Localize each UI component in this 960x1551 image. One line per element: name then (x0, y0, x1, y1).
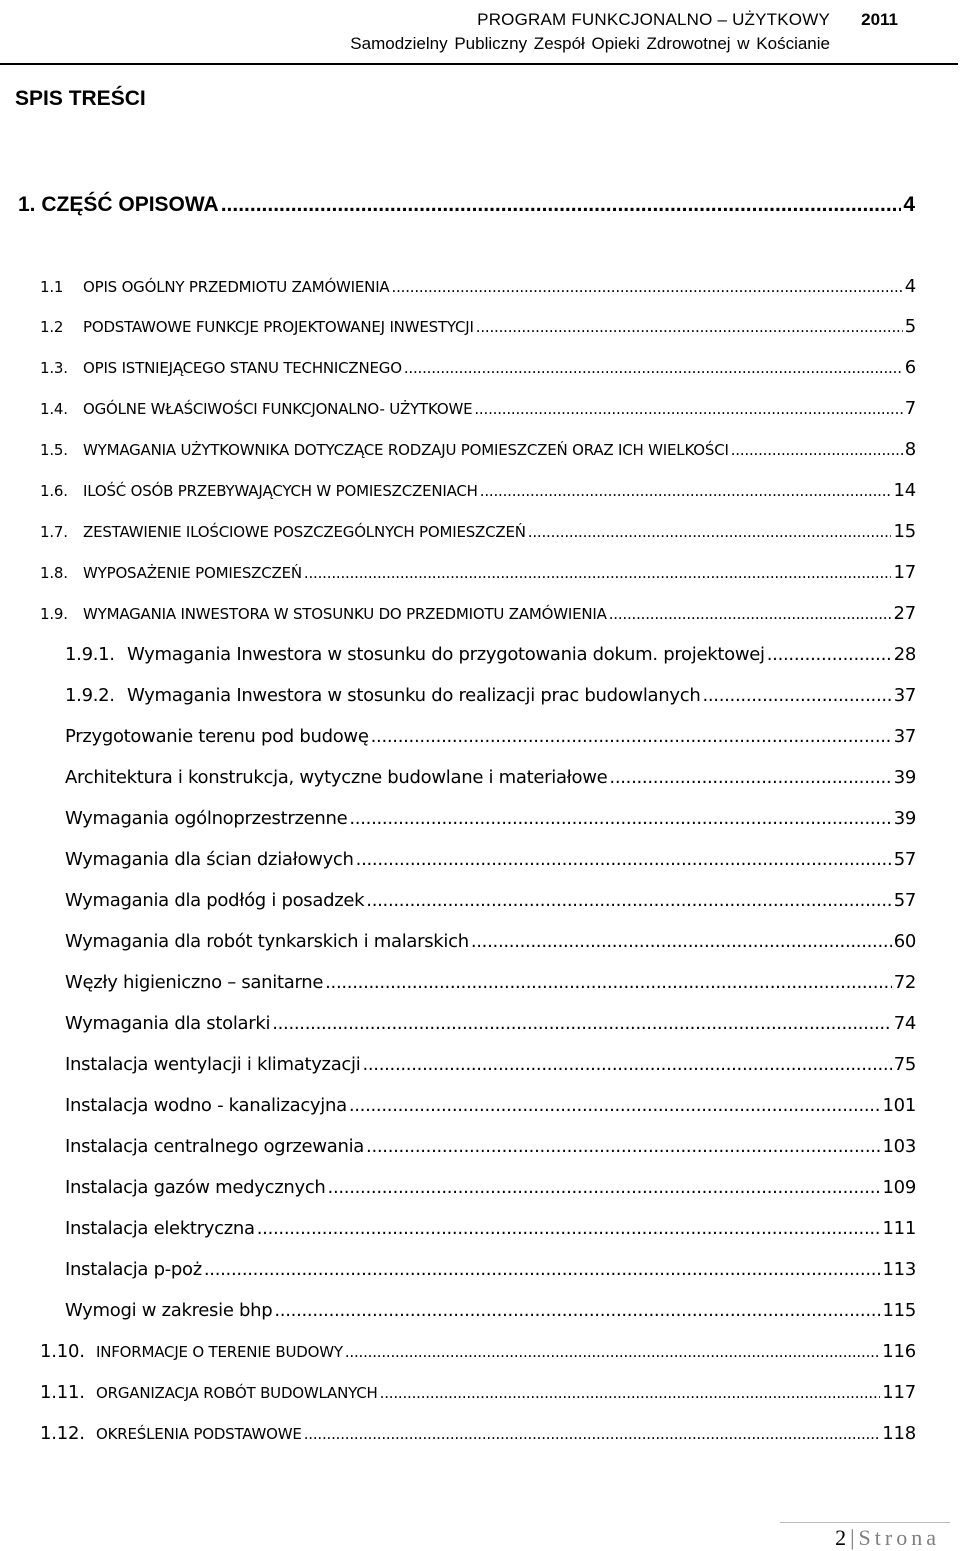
toc-entry-leader (366, 890, 891, 911)
toc-entry[interactable] (65, 1300, 916, 1321)
toc-entry-label: OPIS ISTNIEJĄCEGO STANU TECHNICZNEGO (83, 359, 402, 377)
toc-entry-page: 57 (893, 890, 916, 911)
toc-entry-leader (257, 1218, 881, 1239)
toc-entry-page: 118 (882, 1423, 916, 1444)
toc-entry[interactable] (65, 1054, 916, 1075)
toc-entry-page: 109 (882, 1177, 916, 1198)
header-organization: Samodzielny Publiczny Zespół Opieki Zdrowotnej w Kościanie (350, 34, 830, 53)
toc-entry[interactable] (40, 1341, 916, 1362)
toc-entry[interactable] (40, 398, 916, 419)
toc-entry-label: OGÓLNE WŁAŚCIWOŚCI FUNKCJONALNO- UŻYTKOWE (83, 400, 473, 418)
toc-entry[interactable] (65, 1177, 916, 1198)
toc-entry[interactable] (65, 685, 916, 706)
toc-entry-leader (304, 1425, 881, 1443)
toc-entry-label: Instalacja wentylacji i klimatyzacji (65, 1054, 361, 1075)
toc-entry[interactable] (40, 1382, 916, 1403)
toc-entry-label: Wymagania dla podłóg i posadzek (65, 890, 365, 911)
toc-entry-page: 116 (882, 1341, 916, 1362)
toc-entry[interactable] (65, 849, 916, 870)
toc-entry-leader (471, 931, 892, 952)
toc-entry-label: Wymagania ogólnoprzestrzenne (65, 808, 348, 829)
toc-entry-page: 60 (893, 931, 916, 952)
toc-entry-leader (274, 1300, 880, 1321)
toc-entry[interactable] (40, 521, 916, 542)
footer-page-label (835, 1525, 940, 1551)
page-header (0, 0, 960, 66)
toc-entry-page: 28 (893, 644, 916, 665)
toc-entry-number: 1.9.1. (65, 644, 115, 665)
toc-entry-label: Wymagania dla stolarki (65, 1013, 271, 1034)
toc-entry-page: 101 (882, 1095, 916, 1116)
toc-entry-number: 1.11. (40, 1382, 85, 1403)
toc-entry-page: 72 (893, 972, 916, 993)
toc-entry-label: Architektura i konstrukcja, wytyczne budowlane i materiałowe (65, 767, 608, 788)
toc-entry-page: 17 (893, 562, 916, 583)
footer-word: Strona (858, 1525, 940, 1550)
toc-entry-leader (221, 193, 902, 217)
toc-entry-leader (325, 972, 892, 993)
toc-entry-page: 27 (893, 603, 916, 624)
toc-entry-label: WYMAGANIA UŻYTKOWNIKA DOTYCZĄCE RODZAJU POMIESZCZEŃ ORAZ ICH WIELKOŚCI (83, 441, 729, 459)
toc-entry-page: 37 (893, 726, 916, 747)
toc-entry-label: ZESTAWIENIE ILOŚCIOWE POSZCZEGÓLNYCH POMIESZCZEŃ (83, 523, 526, 541)
toc-entry-page: 5 (904, 316, 916, 337)
toc-entry-page: 8 (904, 439, 916, 460)
toc-entry-label: Instalacja gazów medycznych (65, 1177, 326, 1198)
toc-entry-label: Wymagania dla ścian działowych (65, 849, 354, 870)
toc-entry-page: 75 (893, 1054, 916, 1075)
toc-entry-label: PODSTAWOWE FUNKCJE PROJEKTOWANEJ INWESTYCJI (83, 318, 474, 336)
toc-entry-leader (304, 564, 892, 582)
toc-entry[interactable] (40, 603, 916, 624)
toc-entry-leader (702, 685, 891, 706)
toc-entry-page: 39 (893, 808, 916, 829)
toc-entry-label: Przygotowanie terenu pod budowę (65, 726, 369, 747)
header-title: PROGRAM FUNKCJONALNO – UŻYTKOWY (477, 10, 830, 29)
toc-entry-page: 14 (893, 480, 916, 501)
toc-entry-leader (476, 318, 903, 336)
toc-entry-page: 4 (904, 276, 916, 297)
toc-entry-label: Instalacja elektryczna (65, 1218, 255, 1239)
toc-entry-leader (480, 482, 892, 500)
toc-entry-page: 37 (893, 685, 916, 706)
toc-entry[interactable] (40, 562, 916, 583)
toc-entry-number: 1.7. (40, 523, 68, 541)
toc-entry-leader (345, 1343, 880, 1361)
toc-entry-number: 1.6. (40, 482, 68, 500)
toc-entry-page: 117 (882, 1382, 916, 1403)
toc-entry-label: Wymagania dla robót tynkarskich i malarskich (65, 931, 469, 952)
toc-entry[interactable] (40, 439, 916, 460)
toc-entry-label: Węzły higieniczno – sanitarne (65, 972, 324, 993)
toc-entry-label: WYMAGANIA INWESTORA W STOSUNKU DO PRZEDMIOTU ZAMÓWIENIA (83, 605, 607, 623)
toc-entry[interactable] (18, 193, 915, 217)
toc-entry-label: OPIS OGÓLNY PRZEDMIOTU ZAMÓWIENIA (83, 278, 390, 296)
toc-entry-page: 4 (903, 193, 915, 216)
toc-entry-label: Instalacja p-poż (65, 1259, 202, 1280)
toc-entry-leader (349, 1095, 881, 1116)
toc-entry-page: 113 (882, 1259, 916, 1280)
toc-entry[interactable] (40, 357, 916, 378)
header-year: 2011 (861, 10, 898, 29)
toc-entry[interactable] (65, 1136, 916, 1157)
toc-entry-label: ILOŚĆ OSÓB PRZEBYWAJĄCYCH W POMIESZCZENIACH (83, 482, 478, 500)
toc-entry[interactable] (65, 1218, 916, 1239)
footer-page-number: 2 (835, 1525, 847, 1550)
toc-entry-label: ORGANIZACJA ROBÓT BUDOWLANYCH (96, 1384, 378, 1402)
toc-entry-number: 1.5. (40, 441, 68, 459)
toc-entry-label: Wymogi w zakresie bhp (65, 1300, 273, 1321)
toc-entry[interactable] (65, 767, 916, 788)
toc-entry-leader (204, 1259, 881, 1280)
toc-entry-number: 1.3. (40, 359, 68, 377)
toc-entry-leader (272, 1013, 891, 1034)
toc-entry-label: WYPOSAŻENIE POMIESZCZEŃ (83, 564, 302, 582)
page-footer (0, 1520, 960, 1550)
toc-entry-leader (380, 1384, 881, 1402)
toc-entry-label: 1. CZĘŚĆ OPISOWA (18, 193, 219, 216)
toc-entry[interactable] (40, 480, 916, 501)
toc-entry[interactable] (65, 931, 916, 952)
toc-entry-page: 74 (893, 1013, 916, 1034)
toc-entry-label: Wymagania Inwestora w stosunku do przygotowania dokum. projektowej (127, 644, 765, 665)
toc-entry[interactable] (40, 1423, 916, 1444)
toc-entry-leader (609, 767, 891, 788)
toc-entry-page: 111 (882, 1218, 916, 1239)
toc-entry[interactable] (65, 890, 916, 911)
toc-entry-leader (528, 523, 892, 541)
footer-separator: | (850, 1525, 855, 1550)
toc-entry-page: 103 (882, 1136, 916, 1157)
footer-divider (780, 1522, 950, 1523)
toc-entry-leader (371, 726, 892, 747)
toc-entry-leader (767, 644, 892, 665)
toc-entry-number: 1.9.2. (65, 685, 115, 706)
toc-entry-leader (474, 400, 902, 418)
toc-entry-leader (362, 1054, 891, 1075)
toc-entry-leader (404, 359, 903, 377)
toc-entry-number: 1.8. (40, 564, 68, 582)
toc-entry-leader (392, 278, 903, 296)
header-divider (0, 63, 958, 65)
toc-entry-leader (366, 1136, 881, 1157)
toc-heading: SPIS TREŚCI (15, 87, 146, 110)
toc-entry-number: 1.4. (40, 400, 68, 418)
toc-entry[interactable] (65, 972, 916, 993)
toc-entry[interactable] (65, 1095, 916, 1116)
toc-entry[interactable] (65, 808, 916, 829)
toc-entry-leader (349, 808, 891, 829)
toc-entry-leader (328, 1177, 881, 1198)
toc-entry-leader (731, 441, 903, 459)
toc-entry-label: Instalacja centralnego ogrzewania (65, 1136, 365, 1157)
toc-entry[interactable] (65, 644, 916, 665)
toc-entry-number: 1.12. (40, 1423, 85, 1444)
toc-entry[interactable] (65, 1013, 916, 1034)
toc-entry-page: 115 (882, 1300, 916, 1321)
toc-entry-page: 57 (893, 849, 916, 870)
toc-entry-label: Instalacja wodno - kanalizacyjna (65, 1095, 347, 1116)
toc-entry-number: 1.2 (40, 318, 64, 336)
toc-entry[interactable] (40, 316, 916, 337)
toc-entry-label: INFORMACJE O TERENIE BUDOWY (96, 1343, 343, 1361)
toc-entry-page: 15 (893, 521, 916, 542)
toc-entry-number: 1.1 (40, 278, 64, 296)
toc-entry-leader (609, 605, 892, 623)
toc-entry-page: 7 (904, 398, 916, 419)
toc-entry-label: Wymagania Inwestora w stosunku do realizacji prac budowlanych (127, 685, 701, 706)
toc-entry-label: OKREŚLENIA PODSTAWOWE (96, 1425, 302, 1443)
toc-entry-number: 1.9. (40, 605, 68, 623)
toc-entry[interactable] (65, 726, 916, 747)
toc-entry-page: 6 (904, 357, 916, 378)
toc-entry[interactable] (65, 1259, 916, 1280)
toc-entry-page: 39 (893, 767, 916, 788)
toc-entry-leader (356, 849, 892, 870)
toc-entry-number: 1.10. (40, 1341, 85, 1362)
toc-entry[interactable] (40, 276, 916, 297)
